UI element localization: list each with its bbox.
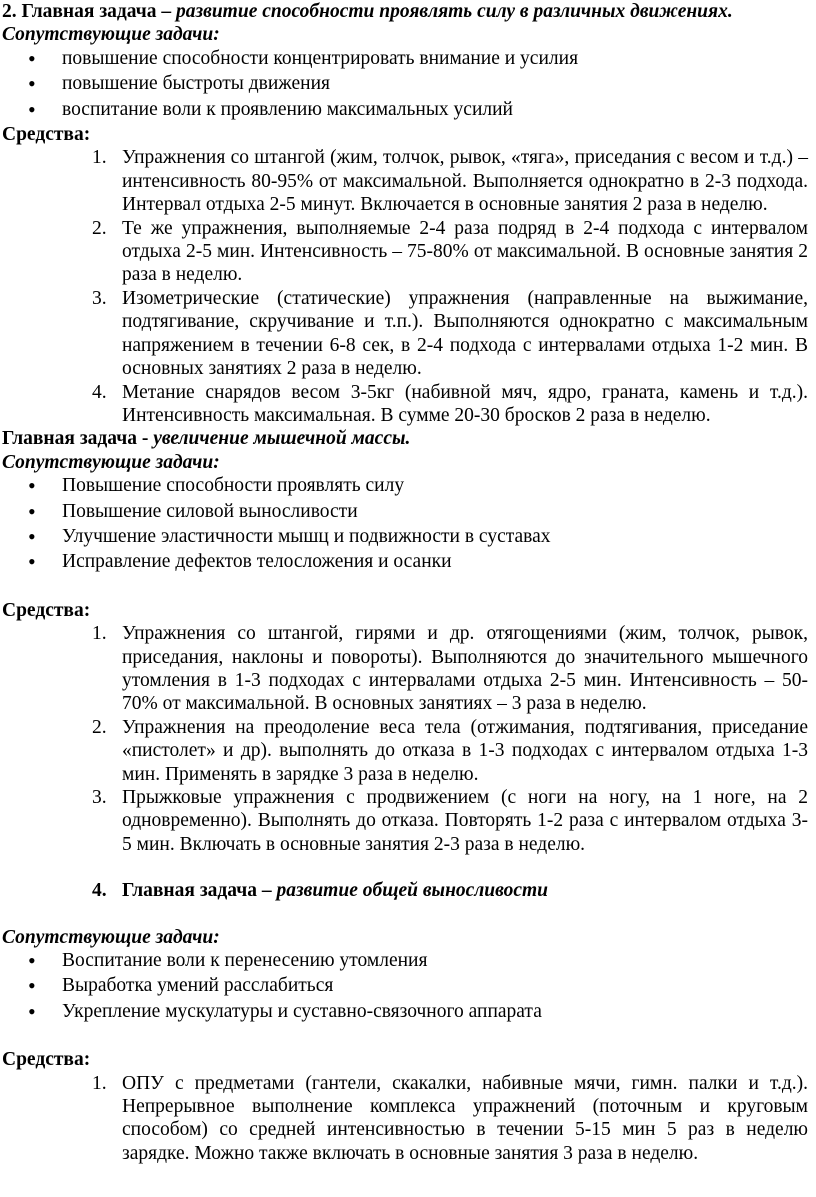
- bullet-item: • повышение способности концентрировать внимание и усилия: [2, 47, 812, 70]
- item-text: ОПУ с предметами (гантели, скакалки, набивные мячи, гимн. палки и т.д.). Непрерывное выполнение комплекса упражнений (поточным и круговым способом) со средней интенсивностью в течении 5-15 мин 5 раз в неделю зарядке. Можно также включать в основные занятия 3 раза в неделю.: [122, 1072, 808, 1164]
- bullet-item: • Воспитание воли к перенесению утомления: [2, 949, 812, 972]
- section1-heading: [2, 0, 812, 23]
- numbered-item: [2, 716, 812, 786]
- numbered-item: [2, 1072, 812, 1166]
- bullet-item: • воспитание воли к проявлению максимальных усилий: [2, 98, 812, 121]
- section2-heading: [2, 427, 812, 450]
- item-number: 1.: [92, 1072, 107, 1094]
- item-text: Упражнения на преодоление веса тела (отжимания, подтягивания, приседание «пистолет» и др). выполнять до отказа в 1-3 подходах с интервалом отдыха 1-3 мин. Применять в зарядке 3 раза в неделю.: [122, 716, 808, 785]
- numbered-item: [2, 217, 812, 287]
- bullet-item: • Выработка умений расслабиться: [2, 974, 812, 997]
- bullet-item: • Исправление дефектов телосложения и осанки: [2, 550, 812, 573]
- item-number: 1.: [92, 623, 107, 645]
- section2-secondary-label: Сопутствующие задачи:: [2, 451, 220, 473]
- item-number: 1.: [92, 147, 107, 169]
- section3-numbered-list: [2, 1072, 812, 1166]
- item-text: Упражнения со штангой (жим, толчок, рывок, «тяга», приседания с весом и т.д.) – интенсивность 80-95% от максимальной. Выполняется однократно в 2-3 подхода. Интервал отдыха 2-5 минут. Включается в основные занятия 2 раза в неделю.: [122, 147, 808, 216]
- bullet-item: • повышение быстроты движения: [2, 72, 812, 95]
- section2-numbered-list: [2, 622, 812, 856]
- numbered-item: [2, 381, 812, 428]
- section3-heading-goal: развитие общей выносливости: [276, 880, 549, 902]
- section1-bullet-list: [2, 47, 812, 121]
- spacer: [2, 1025, 812, 1048]
- numbered-item: [2, 622, 812, 716]
- section3-bullet-list: [2, 949, 812, 1023]
- numbered-item: [2, 287, 812, 381]
- item-text: Упражнения со штангой, гирями и др. отягощениями (жим, толчок, рывок, приседания, наклоны и повороты). Выполняются до значительного мышечного утомления в 1-3 подходах с интервалами отдыха 2-5 мин. Интенсивность – 50-70% от максимальной. В основных занятиях – 3 раза в неделю.: [122, 623, 808, 715]
- bullet-item: • Укрепление мускулатуры и суставно-связочного аппарата: [2, 1000, 812, 1023]
- item-text: Те же упражнения, выполняемые 2-4 раза подряд в 2-4 подхода с интервалом отдыха 2-5 мин. Интенсивность – 75-80% от максимальной. В основные занятия 2 раза в неделю.: [122, 217, 808, 286]
- item-number: 2.: [92, 217, 107, 239]
- section2-means-label: Средства:: [2, 599, 91, 621]
- spacer: [2, 576, 812, 599]
- section1-numbered-list: [2, 146, 812, 427]
- section2-heading-goal: увеличение мышечной массы.: [153, 428, 411, 450]
- item-text: Метание снарядов весом 3-5кг (набивной мяч, ядро, граната, камень и т.д.). Интенсивность максимальная. В сумме 20-30 бросков 2 раза в неделю.: [122, 381, 808, 426]
- section1-means-label: Средства:: [2, 124, 91, 146]
- section3-means-label: Средства:: [2, 1049, 91, 1071]
- item-number: 4.: [92, 381, 107, 403]
- bullet-item: • Повышение способности проявлять силу: [2, 474, 812, 497]
- item-text: Изометрические (статические) упражнения (направленные на выжимание, подтягивание, скручивание и т.п.). Выполняются однократно с максимальным напряжением в течении 6-8 сек, в 2-4 подхода с интервалами отдыха 1-2 мин. В основных занятиях 2 раза в неделю.: [122, 287, 808, 380]
- spacer: [2, 856, 812, 879]
- bullet-item: • Повышение силовой выносливости: [2, 500, 812, 523]
- section1-heading-goal: развитие способности проявлять силу в различных движениях.: [176, 1, 733, 22]
- spacer: [2, 903, 812, 926]
- item-number: 3.: [92, 287, 107, 309]
- item-number: 3.: [92, 787, 107, 808]
- section1-heading-prefix: 2. Главная задача –: [2, 1, 177, 22]
- section3-heading-number: 4.: [92, 880, 107, 902]
- numbered-item: [2, 146, 812, 216]
- item-number: 2.: [92, 716, 107, 738]
- section2-heading-prefix: Главная задача -: [2, 428, 154, 450]
- section3-secondary-label: Сопутствующие задачи:: [2, 926, 220, 948]
- section2-bullet-list: [2, 474, 812, 574]
- item-text: Прыжковые упражнения с продвижением (с ноги на ногу, на 1 ноге, на 2 одновременно). Выполнять до отказа. Повторять 1-2 раза с интервалом отдыха 3-5 мин. Включать в основные занятия 2-3 раза в неделю.: [122, 787, 808, 855]
- section1-secondary-label: Сопутствующие задачи:: [2, 24, 220, 46]
- bullet-item: • Улучшение эластичности мышц и подвижности в суставах: [2, 525, 812, 548]
- section3-heading: [2, 879, 812, 902]
- section3-heading-prefix: Главная задача –: [122, 880, 277, 902]
- numbered-item: [2, 786, 812, 856]
